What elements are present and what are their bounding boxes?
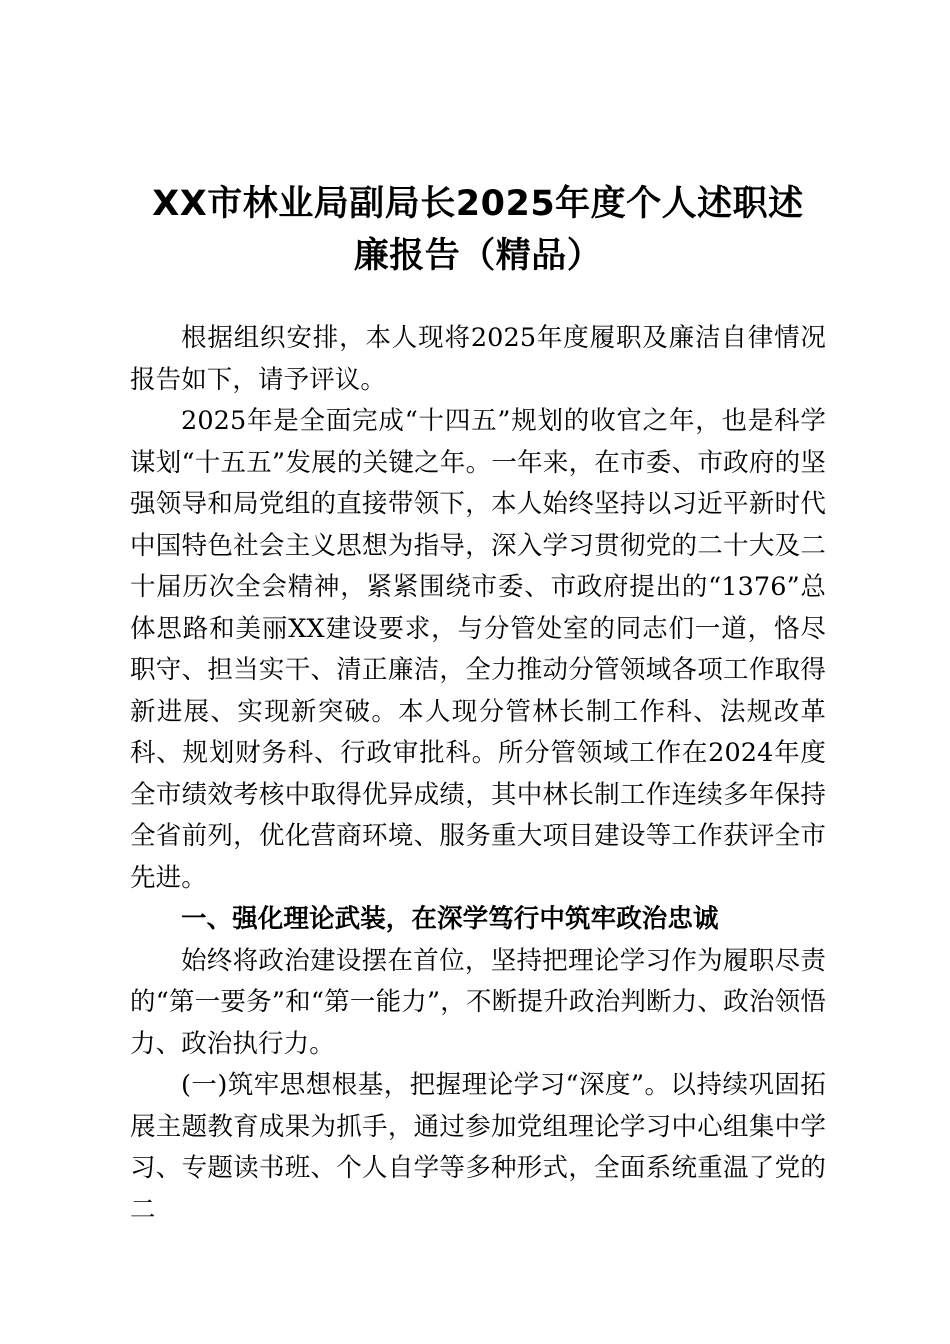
paragraph-overview: 2025年是全面完成“十四五”规划的收官之年，也是科学谋划“十五五”发展的关键之年。一年来，在市委、市政府的坚强领导和局党组的直接带领下，本人始终坚持以习近平新时代中国特色社会主义思想为指导，深入学习贯彻党的二十大及二十届历次全会精神，紧紧围绕市委、市政府提出的“1376”总体思路和美丽XX建设要求，与分管处室的同志们一道，恪尽职守、担当实干、清正廉洁，全力推动分管领域各项工作取得新进展、实现新突破。本人现分管林长制工作科、法规改革科、规划财务科、行政审批科。所分管领域工作在2024年度全市绩效考核中取得优异成绩，其中林长制工作连续多年保持全省前列，优化营商环境、服务重大项目建设等工作获评全市先进。 — [130, 406, 826, 893]
section-heading-one: 一、强化理论武装，在深学笃行中筑牢政治忠诚 — [181, 904, 719, 934]
document-body — [130, 318, 826, 1231]
paragraph-subsection-one: (一)筑牢思想根基，把握理论学习“深度”。以持续巩固拓展主题教育成果为抓手，通过参加党组理论学习中心组集中学习、专题读书班、个人自学等多种形式，全面系统重温了党的二 — [130, 1070, 826, 1225]
paragraph-political-building: 始终将政治建设摆在首位，坚持把理论学习作为履职尽责的“第一要务”和“第一能力”，不断提升政治判断力、政治领悟力、政治执行力。 — [130, 945, 826, 1059]
paragraph-intro: 根据组织安排，本人现将2025年度履职及廉洁自律情况报告如下，请予评议。 — [130, 323, 826, 395]
document-content — [130, 178, 826, 1231]
page-title: XX市林业局副局长2025年度个人述职述廉报告（精品） — [152, 184, 804, 276]
